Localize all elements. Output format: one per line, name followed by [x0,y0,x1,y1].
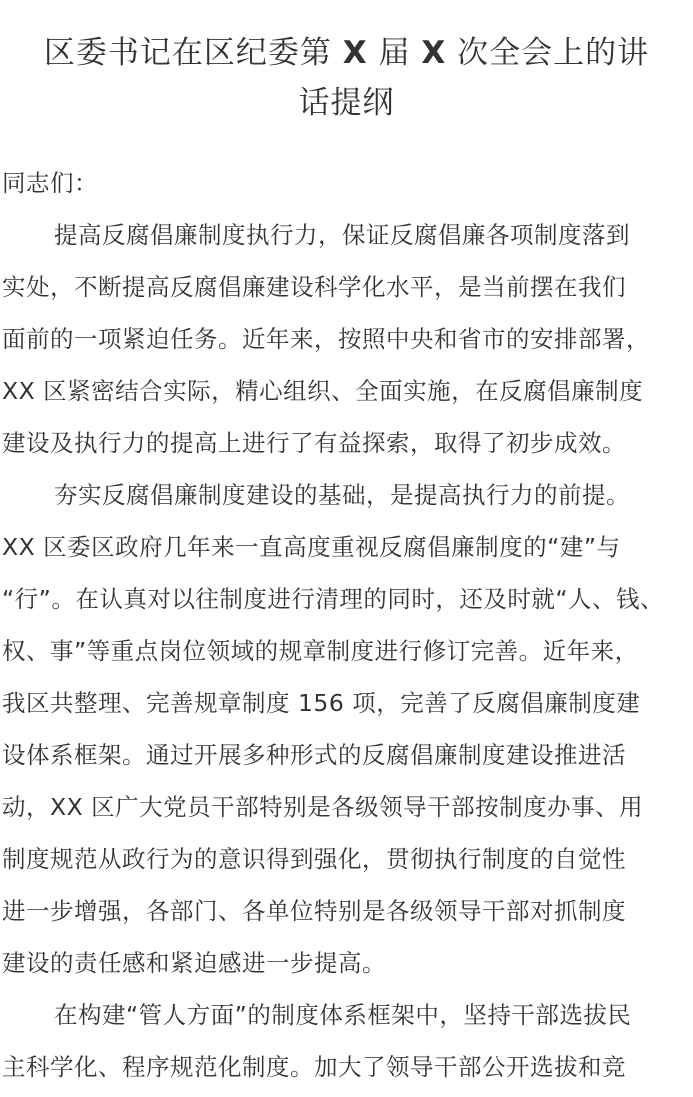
paragraph-line: XX 区紧密结合实际，精心组织、全面实施，在反腐倡廉制度 [2,377,644,405]
document-body [2,157,692,1093]
paragraph-line: “行”。在认真对以往制度进行清理的同时，还及时就“人、钱、 [2,585,665,613]
salutation: 同志们： [2,169,98,197]
paragraph-line: 制度规范从政行为的意识得到强化，贯彻执行制度的自觉性 [2,845,626,873]
paragraph-line: 夯实反腐倡廉制度建设的基础，是提高执行力的前提。 [54,481,630,509]
paragraph-line: 设体系框架。通过开展多种形式的反腐倡廉制度建设推进活 [2,741,626,769]
title-line-2: 话提纲 [298,85,395,121]
paragraph-line: 进一步增强，各部门、各单位特别是各级领导干部对抓制度 [2,897,626,925]
document-title [10,28,683,128]
paragraph-line: 建设及执行力的提高上进行了有益探索，取得了初步成效。 [2,429,626,457]
paragraph-line: 权、事”等重点岗位领域的规章制度进行修订完善。近年来， [2,637,639,665]
paragraph-line: 动，XX 区广大党员干部特别是各级领导干部按制度办事、用 [2,793,644,821]
paragraph-line: 提高反腐倡廉制度执行力，保证反腐倡廉各项制度落到 [54,221,630,249]
paragraph-line: 建设的责任感和紧迫感进一步提高。 [2,949,386,977]
paragraph-line: 实处，不断提高反腐倡廉建设科学化水平，是当前摆在我们 [2,273,626,301]
paragraph-line: 在构建“管人方面”的制度体系框架中，坚持干部选拔民 [54,1001,632,1029]
paragraph-line: XX 区委区政府几年来一直高度重视反腐倡廉制度的“建”与 [2,533,621,561]
title-line-1: 区委书记在区纪委第 X 届 X 次全会上的讲 [43,35,650,71]
paragraph-line: 我区共整理、完善规章制度 156 项，完善了反腐倡廉制度建 [2,689,641,717]
paragraph-line: 主科学化、程序规范化制度。加大了领导干部公开选拔和竞 [2,1053,626,1081]
paragraph-line: 面前的一项紧迫任务。近年来，按照中央和省市的安排部署， [2,325,650,353]
